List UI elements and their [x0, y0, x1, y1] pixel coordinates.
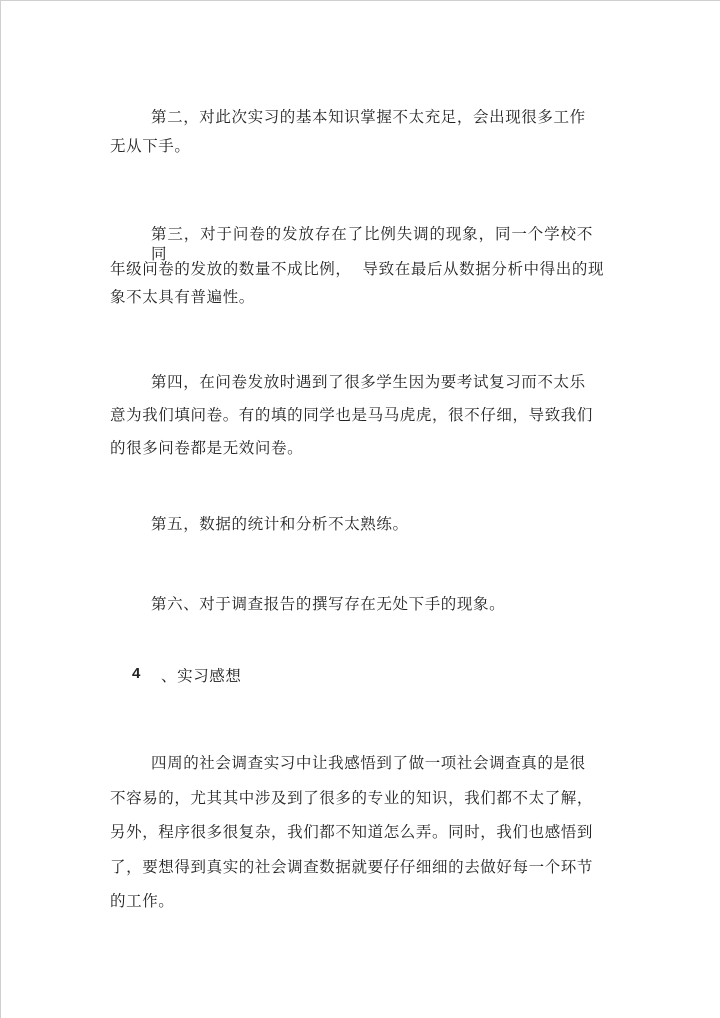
paragraph-4-line-1: 第四，在问卷发放时遇到了很多学生因为要考试复习而不太乐: [151, 373, 586, 391]
paragraph-4-line-3: 的很多问卷都是无效问卷。: [110, 439, 304, 457]
paragraph-6-line-1: 第六、对于调查报告的撰写存在无处下手的现象。: [151, 595, 506, 613]
paragraph-3-line-1: 第三，对于问卷的发放存在了比例失调的现象，同一个学校不同: [151, 225, 593, 263]
reflection-line-2: 不容易的，尤其其中涉及到了很多的专业的知识，我们都不太了解，: [110, 789, 594, 807]
paragraph-5-line-1: 第五，数据的统计和分析不太熟练。: [151, 515, 409, 533]
section-number: 4: [132, 665, 141, 682]
paragraph-3-line-3: 象不太具有普遍性。: [110, 288, 255, 306]
section-heading: 、实习感想: [161, 667, 242, 685]
reflection-line-5: 的工作。: [110, 892, 175, 910]
paragraph-2-line-1: 第二，对此次实习的基本知识掌握不太充足，会出现很多工作: [151, 108, 586, 126]
paragraph-4-line-2: 意为我们填问卷。有的填的同学也是马马虎虎，很不仔细，导致我们: [110, 406, 594, 424]
reflection-line-4: 了，要想得到真实的社会调查数据就要仔仔细细的去做好每一个环节: [110, 858, 594, 876]
reflection-line-1: 四周的社会调查实习中让我感悟到了做一项社会调查真的是很: [151, 754, 586, 772]
reflection-line-3: 另外，程序很多很复杂，我们都不知道怎么弄。同时，我们也感悟到: [110, 823, 594, 841]
paragraph-2-line-2: 无从下手。: [110, 137, 191, 155]
paragraph-3-line-2: 年级问卷的发放的数量不成比例， 导致在最后从数据分析中得出的现: [110, 260, 605, 278]
